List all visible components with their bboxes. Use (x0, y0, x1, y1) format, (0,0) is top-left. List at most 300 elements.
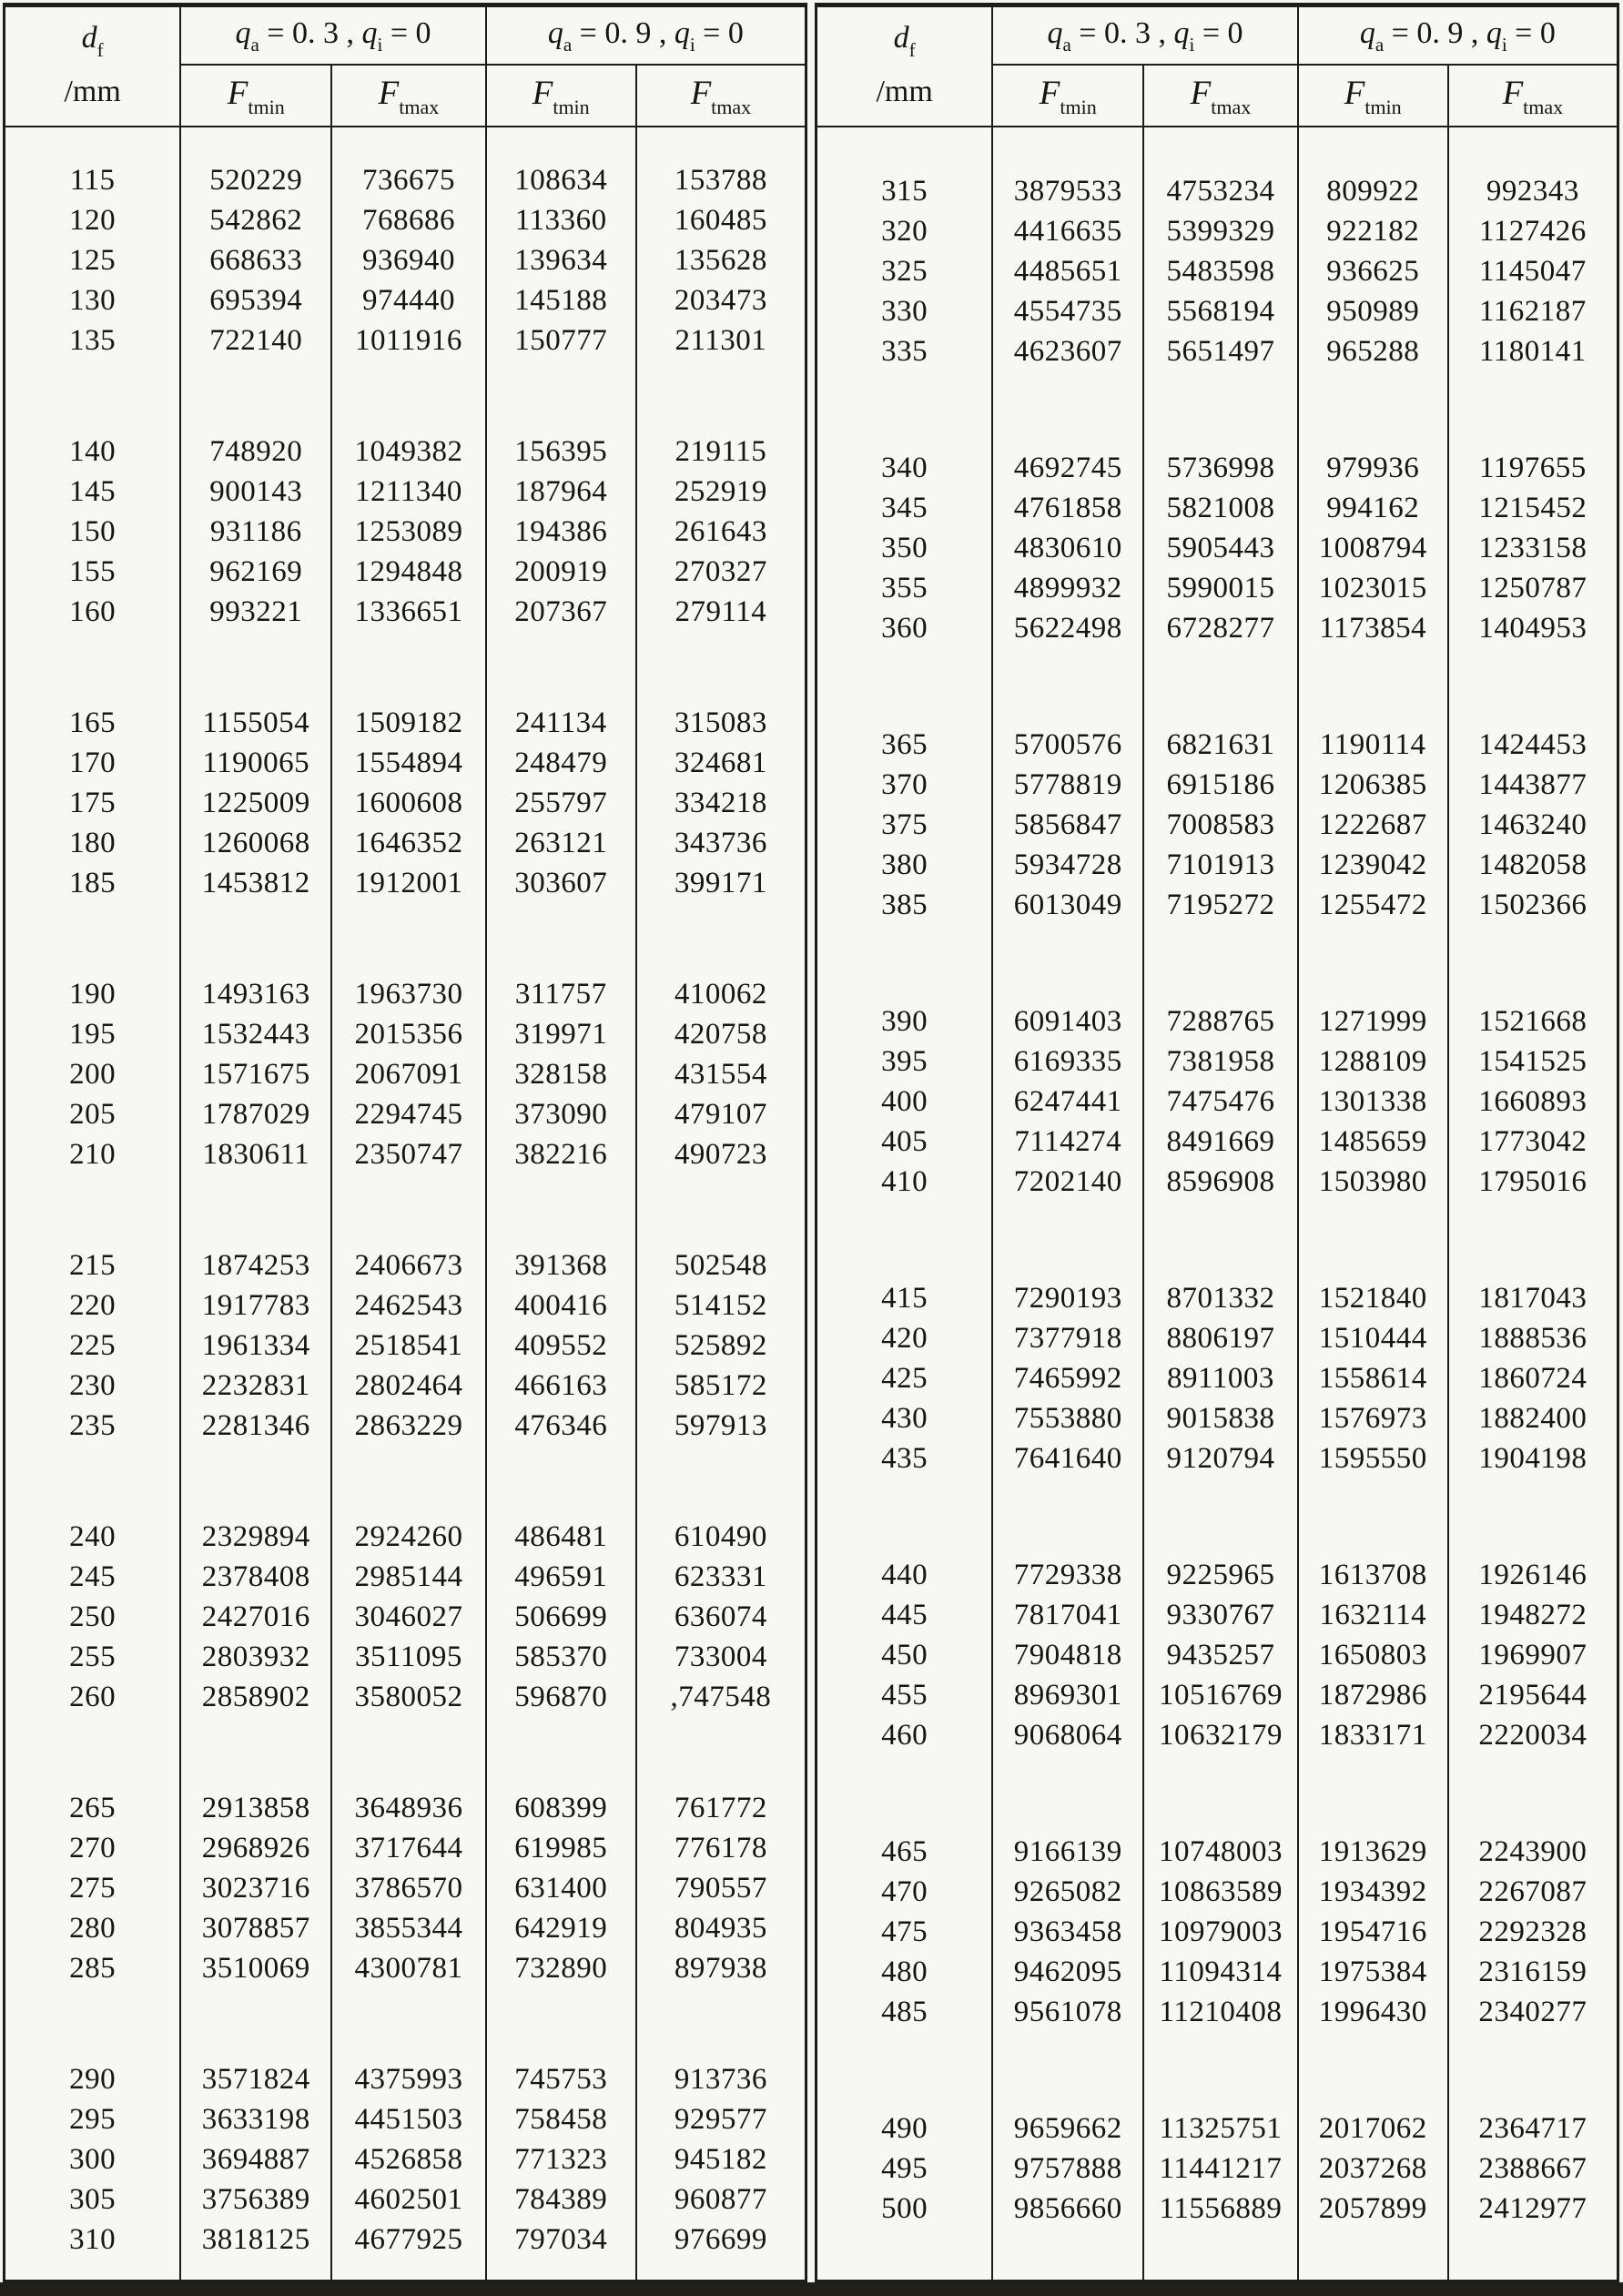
spacer-row (817, 2032, 1617, 2108)
spacer-cell (992, 371, 1143, 448)
ftmax-a-cell: 7008583 (1143, 805, 1297, 845)
ftmin-b-cell: 145188 (486, 280, 636, 320)
ftmin-b-cell: 732890 (486, 1948, 636, 1988)
data-row (817, 725, 1617, 765)
spacer-row (5, 1988, 805, 2059)
ftmax-b-cell: 2243900 (1448, 1832, 1617, 1872)
ftmin-a-cell: 9757888 (992, 2149, 1143, 2189)
df-cell: 460 (881, 1718, 928, 1752)
ftmin-b-cell: 108634 (486, 160, 636, 200)
data-row (817, 1595, 1617, 1635)
ftmin-a-cell: 9068064 (992, 1715, 1143, 1755)
spacer-cell (486, 1174, 636, 1245)
df-cell: 285 (69, 1951, 117, 1985)
ftmax-a-cell: 9435257 (1143, 1635, 1297, 1675)
ftmax-b-cell: 1233158 (1448, 528, 1617, 568)
data-row (5, 512, 805, 552)
spacer-row (5, 903, 805, 974)
filler-cell (1448, 2229, 1617, 2280)
ftmax-b-cell: 1969907 (1448, 1635, 1617, 1675)
math-subscript: i (377, 34, 383, 56)
spacer-cell (486, 632, 636, 703)
ftmin-b-cell: 506699 (486, 1597, 636, 1637)
df-cell: 170 (69, 746, 117, 779)
ftmax-a-cell: 2462543 (331, 1285, 485, 1326)
ftmax-b-cell: 960877 (636, 2179, 805, 2220)
ftmin-a-cell: 722140 (180, 320, 331, 361)
data-row (817, 488, 1617, 528)
filler-cell (636, 2260, 805, 2280)
data-row (817, 845, 1617, 885)
ftmax-b-cell: 1482058 (1448, 845, 1617, 885)
ftmax-a-cell: 1509182 (331, 703, 485, 743)
ftmin-b-cell: 328158 (486, 1054, 636, 1094)
df-cell: 200 (69, 1057, 117, 1091)
ftmin-a-cell: 8969301 (992, 1675, 1143, 1715)
df-cell: 410 (881, 1164, 928, 1198)
spacer-cell (992, 648, 1143, 725)
ftmax-a-cell: 1049382 (331, 432, 485, 472)
ftmin-header-cell (1298, 65, 1448, 127)
ftmax-a-cell: 2863229 (331, 1406, 485, 1446)
ftmin-b-cell: 1595550 (1298, 1438, 1448, 1478)
ftmax-a-cell: 768686 (331, 200, 485, 240)
data-row (817, 765, 1617, 805)
ftmin-a-cell: 695394 (180, 280, 331, 320)
data-row (5, 2099, 805, 2139)
data-row (5, 743, 805, 783)
ftmin-b-cell: 391368 (486, 1245, 636, 1285)
df-cell: 350 (881, 531, 928, 564)
ftmax-a-cell: 1211340 (331, 472, 485, 512)
data-row (817, 528, 1617, 568)
ftmin-b-cell: 2037268 (1298, 2149, 1448, 2189)
ftmax-b-cell: 2364717 (1448, 2108, 1617, 2149)
ftmax-b-cell: 1541525 (1448, 1041, 1617, 1082)
filler-cell (1298, 2229, 1448, 2280)
data-row (817, 1041, 1617, 1082)
data-row (5, 823, 805, 863)
ftmin-a-cell: 1917783 (180, 1285, 331, 1326)
spacer-cell (817, 925, 992, 1001)
ftmax-a-cell: 4451503 (331, 2099, 485, 2139)
ftmin-b-cell: 1521840 (1298, 1278, 1448, 1318)
ftmin-b-cell: 241134 (486, 703, 636, 743)
math-symbol: q (547, 15, 563, 50)
data-row (817, 448, 1617, 488)
ftmax-b-cell: 160485 (636, 200, 805, 240)
spacer-cell (817, 648, 992, 725)
math-subscript: tmax (1211, 95, 1252, 118)
ftmax-a-cell: 3046027 (331, 1597, 485, 1637)
ftmin-b-cell: 1613708 (1298, 1555, 1448, 1595)
spacer-cell (180, 1446, 331, 1517)
ftmin-a-cell: 3023716 (180, 1868, 331, 1908)
ftmin-b-cell: 382216 (486, 1134, 636, 1174)
df-cell: 415 (881, 1281, 928, 1315)
math-subscript: i (689, 34, 695, 56)
ftmax-a-cell: 2802464 (331, 1366, 485, 1406)
ftmax-a-cell: 5651497 (1143, 331, 1297, 371)
ftmax-b-cell: 2340277 (1448, 1992, 1617, 2032)
spacer-cell (5, 1988, 180, 2059)
ftmin-b-cell: 187964 (486, 472, 636, 512)
math-symbol: F (378, 75, 400, 113)
ftmax-a-cell: 11094314 (1143, 1952, 1297, 1992)
ftmax-b-cell: 399171 (636, 863, 805, 903)
spacer-cell (1448, 648, 1617, 725)
ftmin-a-cell: 6169335 (992, 1041, 1143, 1082)
ftmin-b-cell: 409552 (486, 1326, 636, 1366)
ftmin-a-cell: 668633 (180, 240, 331, 280)
ftmin-a-cell: 3078857 (180, 1908, 331, 1948)
ftmin-a-cell: 2378408 (180, 1557, 331, 1597)
ftmin-a-cell: 962169 (180, 552, 331, 592)
data-row (5, 200, 805, 240)
ftmax-a-cell: 3580052 (331, 1677, 485, 1717)
ftmax-a-cell: 2350747 (331, 1134, 485, 1174)
math-symbol: q (674, 15, 690, 50)
math-subscript: tmax (711, 95, 752, 118)
spacer-cell (331, 1988, 485, 2059)
data-row (817, 885, 1617, 925)
ftmax-a-cell: 8596908 (1143, 1162, 1297, 1202)
spacer-cell (1298, 1478, 1448, 1555)
ftmax-b-cell: 976699 (636, 2220, 805, 2260)
data-row (817, 1001, 1617, 1041)
ftmin-a-cell: 4485651 (992, 251, 1143, 291)
filler-cell (5, 2260, 180, 2280)
spacer-row (817, 648, 1617, 725)
spacer-cell (636, 361, 805, 432)
header-row-conditions (817, 7, 1617, 65)
spacer-cell (486, 1446, 636, 1517)
ftmax-a-cell: 2985144 (331, 1557, 485, 1597)
ftmin-header-cell (180, 65, 331, 127)
ftmax-a-cell: 1600608 (331, 783, 485, 823)
ftmin-a-cell: 7465992 (992, 1358, 1143, 1398)
spacer-cell (636, 903, 805, 974)
ftmax-a-cell: 4602501 (331, 2179, 485, 2220)
data-row (5, 2179, 805, 2220)
df-cell: 150 (69, 514, 117, 548)
math-subscript: tmax (1523, 95, 1564, 118)
df-cell: 345 (881, 491, 928, 524)
spacer-cell (817, 371, 992, 448)
ftmin-b-cell: 1239042 (1298, 845, 1448, 885)
ftmin-b-cell: 922182 (1298, 211, 1448, 251)
data-row (5, 1326, 805, 1366)
ftmin-a-cell: 5622498 (992, 608, 1143, 648)
ftmin-a-cell: 7904818 (992, 1635, 1143, 1675)
ftmax-a-cell: 3511095 (331, 1637, 485, 1677)
math-symbol: F (1344, 75, 1365, 113)
ftmax-a-cell: 2518541 (331, 1326, 485, 1366)
ftmax-a-cell: 1011916 (331, 320, 485, 361)
ftmin-a-cell: 931186 (180, 512, 331, 552)
ftmax-a-cell: 5821008 (1143, 488, 1297, 528)
spacer-cell (1143, 371, 1297, 448)
spacer-cell (817, 127, 992, 171)
ftmax-b-cell: 1145047 (1448, 251, 1617, 291)
ftmax-a-cell: 1646352 (331, 823, 485, 863)
math-symbol: F (1502, 75, 1524, 113)
ftmin-a-cell: 4416635 (992, 211, 1143, 251)
ftmin-b-cell: 139634 (486, 240, 636, 280)
df-cell: 455 (881, 1678, 928, 1712)
ftmin-a-cell: 1787029 (180, 1094, 331, 1134)
df-cell: 355 (881, 571, 928, 604)
math-symbol: F (1039, 75, 1060, 113)
ftmax-b-cell: 490723 (636, 1134, 805, 1174)
ftmax-a-cell: 3786570 (331, 1868, 485, 1908)
df-cell: 135 (69, 323, 117, 357)
ftmin-a-cell: 4554735 (992, 291, 1143, 331)
ftmin-a-cell: 9462095 (992, 1952, 1143, 1992)
ftmax-a-cell: 11325751 (1143, 2108, 1297, 2149)
df-cell: 240 (69, 1519, 117, 1553)
data-row (817, 251, 1617, 291)
filler-cell (331, 2260, 485, 2280)
ftmin-a-cell: 2329894 (180, 1517, 331, 1557)
ftmax-header-cell (1143, 65, 1297, 127)
ftmax-a-cell: 5568194 (1143, 291, 1297, 331)
df-cell: 430 (881, 1401, 928, 1435)
ftmax-a-cell: 11556889 (1143, 2189, 1297, 2229)
ftmax-a-cell: 7288765 (1143, 1001, 1297, 1041)
spacer-row (5, 1717, 805, 1788)
data-row (817, 1082, 1617, 1122)
spacer-cell (5, 361, 180, 432)
data-row (817, 1872, 1617, 1912)
qa03-header-cell (180, 7, 485, 65)
ftmax-b-cell: 1660893 (1448, 1082, 1617, 1122)
spacer-cell (636, 632, 805, 703)
ftmax-b-cell: 324681 (636, 743, 805, 783)
df-cell: 260 (69, 1680, 117, 1713)
spacer-cell (1298, 925, 1448, 1001)
data-row (5, 1134, 805, 1174)
ftmin-a-cell: 2913858 (180, 1788, 331, 1828)
ftmin-a-cell: 3694887 (180, 2139, 331, 2179)
ftmax-a-cell: 8806197 (1143, 1318, 1297, 1358)
ftmin-b-cell: 400416 (486, 1285, 636, 1326)
ftmin-a-cell: 7377918 (992, 1318, 1143, 1358)
ftmin-a-cell: 9363458 (992, 1912, 1143, 1952)
ftmin-b-cell: 311757 (486, 974, 636, 1014)
df-cell: 250 (69, 1600, 117, 1633)
ftmax-a-cell: 3648936 (331, 1788, 485, 1828)
df-cell: 195 (69, 1017, 117, 1051)
ftmax-a-cell: 4375993 (331, 2059, 485, 2099)
ftmax-b-cell: 1197655 (1448, 448, 1617, 488)
spacer-row (817, 127, 1617, 171)
ftmax-b-cell: 219115 (636, 432, 805, 472)
ftmin-a-cell: 2803932 (180, 1637, 331, 1677)
ftmax-a-cell: 6915186 (1143, 765, 1297, 805)
ftmax-b-cell: 410062 (636, 974, 805, 1014)
ftmin-b-cell: 466163 (486, 1366, 636, 1406)
spacer-cell (331, 1717, 485, 1788)
data-row (5, 974, 805, 1014)
math-text: = 0. 9 , (572, 15, 675, 50)
qa03-header-cell (992, 7, 1297, 65)
math-subscript: a (1062, 34, 1071, 56)
ftmax-a-cell: 2924260 (331, 1517, 485, 1557)
ftmax-a-cell: 2294745 (331, 1094, 485, 1134)
ftmax-a-cell: 10979003 (1143, 1912, 1297, 1952)
table-body (5, 127, 805, 2280)
data-row (5, 1557, 805, 1597)
ftmin-b-cell: 255797 (486, 783, 636, 823)
data-row (5, 1366, 805, 1406)
ftmax-a-cell: 9120794 (1143, 1438, 1297, 1478)
spacer-cell (486, 127, 636, 160)
ftmin-b-cell: 1023015 (1298, 568, 1448, 608)
ftmin-a-cell: 7817041 (992, 1595, 1143, 1635)
math-text: = 0 (695, 15, 744, 50)
ftmin-b-cell: 950989 (1298, 291, 1448, 331)
data-row (817, 211, 1617, 251)
spacer-row (817, 1202, 1617, 1278)
math-subscript: tmax (399, 95, 440, 118)
ftmin-b-cell: 1510444 (1298, 1318, 1448, 1358)
df-unit-line (5, 65, 179, 125)
spacer-cell (1298, 371, 1448, 448)
ftmax-b-cell: 610490 (636, 1517, 805, 1557)
math-symbol: d (81, 21, 97, 55)
spacer-cell (992, 127, 1143, 171)
ftmin-a-cell: 3633198 (180, 2099, 331, 2139)
data-row (5, 552, 805, 592)
spacer-cell (1298, 648, 1448, 725)
spacer-cell (5, 1717, 180, 1788)
ftmin-b-cell: 207367 (486, 592, 636, 632)
header-row-conditions (5, 7, 805, 65)
ftmin-a-cell: 5856847 (992, 805, 1143, 845)
math-subscript: tmin (248, 95, 285, 118)
spacer-cell (486, 1717, 636, 1788)
ftmin-a-cell: 7729338 (992, 1555, 1143, 1595)
df-cell: 485 (881, 1995, 928, 2028)
spacer-cell (817, 2032, 992, 2108)
ftmin-b-cell: 1996430 (1298, 1992, 1448, 2032)
ftmin-b-cell: 1288109 (1298, 1041, 1448, 1082)
ftmin-a-cell: 3510069 (180, 1948, 331, 1988)
spacer-cell (1448, 1478, 1617, 1555)
ftmin-b-cell: 2057899 (1298, 2189, 1448, 2229)
ftmax-b-cell: 597913 (636, 1406, 805, 1446)
data-row (5, 1285, 805, 1326)
ftmax-b-cell: 1162187 (1448, 291, 1617, 331)
ftmax-b-cell: 1521668 (1448, 1001, 1617, 1041)
spacer-row (5, 127, 805, 160)
spacer-cell (1143, 2032, 1297, 2108)
ftmax-b-cell: 420758 (636, 1014, 805, 1054)
ftmin-b-cell: 745753 (486, 2059, 636, 2099)
spacer-cell (486, 1988, 636, 2059)
df-cell: 305 (69, 2182, 117, 2216)
ftmax-a-cell: 9015838 (1143, 1398, 1297, 1438)
df-header-cell (817, 7, 992, 127)
ftmin-a-cell: 2427016 (180, 1597, 331, 1637)
df-cell: 230 (69, 1368, 117, 1402)
ftmin-a-cell: 2858902 (180, 1677, 331, 1717)
spacer-cell (180, 1174, 331, 1245)
right-table (815, 3, 1619, 2282)
ftmin-a-cell: 4623607 (992, 331, 1143, 371)
ftmax-b-cell: 1443877 (1448, 765, 1617, 805)
math-text: = 0 (382, 15, 431, 50)
ftmin-a-cell: 542862 (180, 200, 331, 240)
ftmax-b-cell: 2220034 (1448, 1715, 1617, 1755)
data-row (5, 1948, 805, 1988)
df-cell: 335 (881, 334, 928, 368)
ftmax-a-cell: 5990015 (1143, 568, 1297, 608)
df-cell: 185 (69, 866, 117, 899)
data-row (5, 1637, 805, 1677)
ftmax-b-cell: 2267087 (1448, 1872, 1617, 1912)
filler-row (817, 2229, 1617, 2280)
filler-cell (180, 2260, 331, 2280)
ftmax-a-cell: 1554894 (331, 743, 485, 783)
math-symbol: F (1190, 75, 1212, 113)
df-unit-line (817, 65, 991, 125)
ftmin-b-cell: 1913629 (1298, 1832, 1448, 1872)
ftmin-b-cell: 797034 (486, 2220, 636, 2260)
data-row (5, 2139, 805, 2179)
qa09-header-cell (486, 7, 805, 65)
ftmin-b-cell: 373090 (486, 1094, 636, 1134)
df-cell: 370 (881, 767, 928, 801)
ftmax-b-cell: 270327 (636, 552, 805, 592)
table-header (817, 7, 1617, 127)
df-cell: 130 (69, 283, 117, 317)
ftmin-a-cell: 3571824 (180, 2059, 331, 2099)
data-row (5, 592, 805, 632)
df-cell: 145 (69, 474, 117, 508)
data-row (5, 1517, 805, 1557)
df-cell: 190 (69, 977, 117, 1011)
ftmin-b-cell: 642919 (486, 1908, 636, 1948)
df-cell: 115 (69, 163, 116, 197)
ftmin-b-cell: 1503980 (1298, 1162, 1448, 1202)
data-row (5, 1094, 805, 1134)
df-cell: 390 (881, 1004, 928, 1038)
ftmax-a-cell: 2406673 (331, 1245, 485, 1285)
data-row (5, 863, 805, 903)
data-row (5, 1054, 805, 1094)
spacer-row (5, 1174, 805, 1245)
spacer-cell (5, 903, 180, 974)
df-cell: 210 (69, 1137, 117, 1171)
ftmin-b-cell: 156395 (486, 432, 636, 472)
ftmin-b-cell: 631400 (486, 1868, 636, 1908)
ftmin-a-cell: 5778819 (992, 765, 1143, 805)
spacer-cell (486, 903, 636, 974)
ftmax-b-cell: 897938 (636, 1948, 805, 1988)
ftmax-a-cell: 11441217 (1143, 2149, 1297, 2189)
spacer-cell (1448, 1755, 1617, 1832)
ftmax-a-cell: 10863589 (1143, 1872, 1297, 1912)
ftmin-a-cell: 3756389 (180, 2179, 331, 2220)
ftmax-a-cell: 7475476 (1143, 1082, 1297, 1122)
ftmax-a-cell: 5399329 (1143, 211, 1297, 251)
ftmax-b-cell: 2292328 (1448, 1912, 1617, 1952)
spacer-cell (992, 925, 1143, 1001)
df-cell: 490 (881, 2111, 928, 2145)
spacer-cell (331, 1174, 485, 1245)
